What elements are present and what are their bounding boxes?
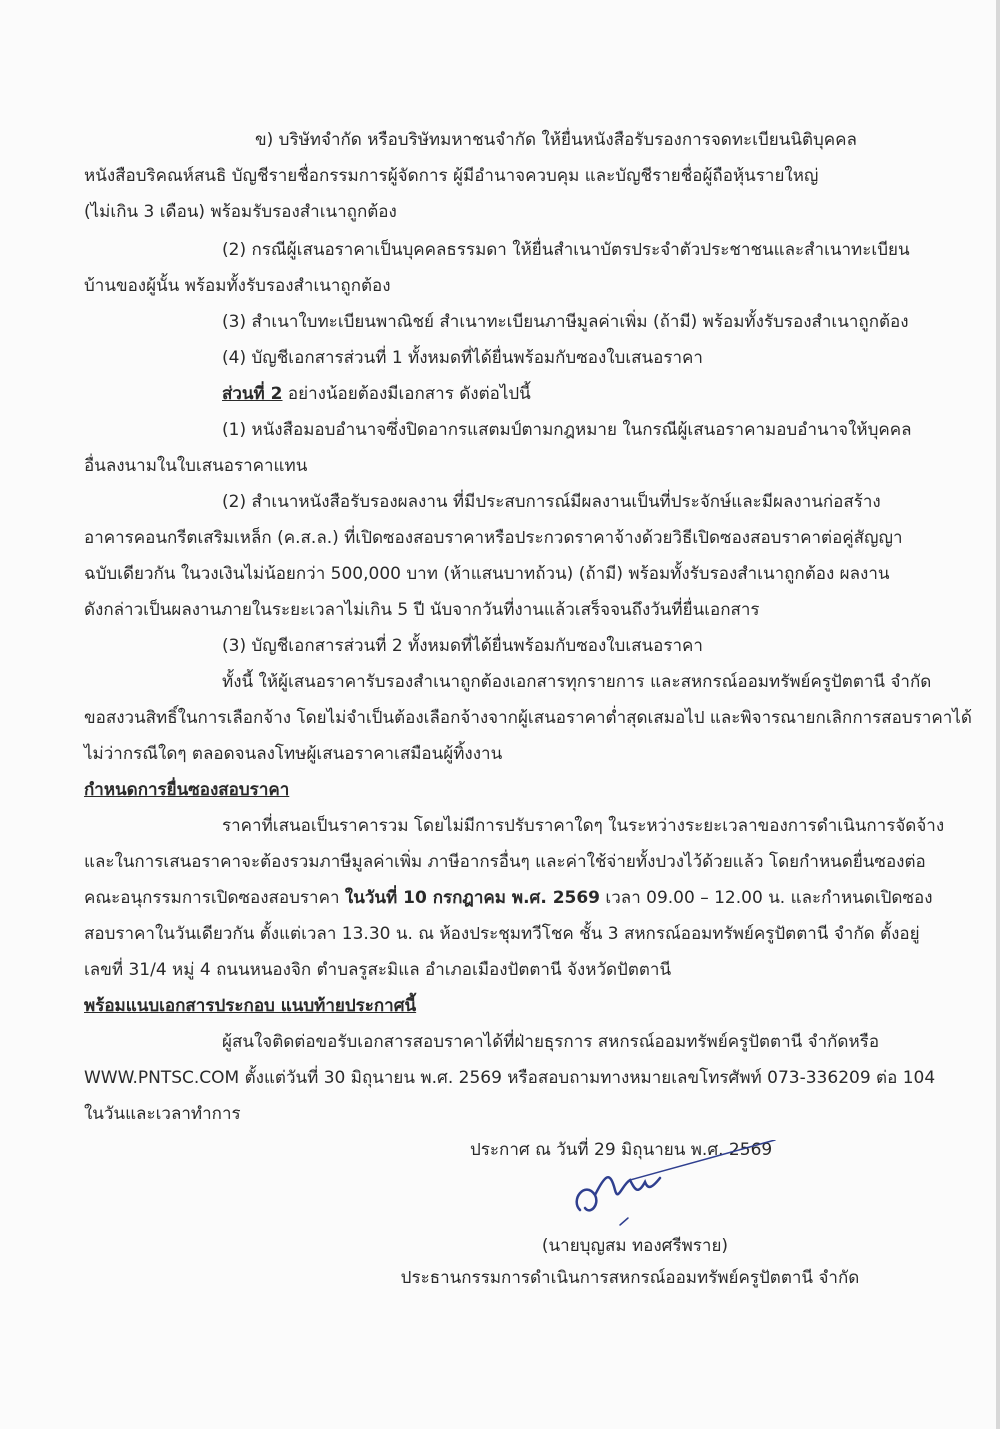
text-line-10: อื่นลงนามในใบเสนอราคาแทน xyxy=(84,456,308,476)
text-line-14: ดังกล่าวเป็นผลงานภายในระยะเวลาไม่เกิน 5 ปี นับจากวันที่งานแล้วเสร็จจนถึงวันที่ยื่นเอกสาร xyxy=(84,600,760,620)
text-line-3: (ไม่เกิน 3 เดือน) พร้อมรับรองสำเนาถูกต้อง xyxy=(84,202,397,222)
text-line-9: (1) หนังสือมอบอำนาจซึ่งปิดอากรแสตมป์ตามกฎหมาย ในกรณีผู้เสนอราคามอบอำนาจให้บุคคล xyxy=(222,420,912,440)
text-line-17: ขอสงวนสิทธิ์ในการเลือกจ้าง โดยไม่จำเป็นต้องเลือกจ้างจากผู้เสนอราคาต่ำสุดเสมอไป และพิจารณายกเลิกการสอบราคาได้ xyxy=(84,708,972,728)
text-line-26: ในวันและเวลาทำการ xyxy=(84,1104,241,1124)
section-2-text: อย่างน้อยต้องมีเอกสาร ดังต่อไปนี้ xyxy=(282,384,531,404)
text-line-4: (2) กรณีผู้เสนอราคาเป็นบุคคลธรรมดา ให้ยื่นสำเนาบัตรประจำตัวประชาชนและสำเนาทะเบียน xyxy=(222,240,910,260)
text-line-11: (2) สำเนาหนังสือรับรองผลงาน ที่มีประสบการณ์มีผลงานเป็นที่ประจักษ์และมีผลงานก่อสร้าง xyxy=(222,492,881,512)
text-line-20: และในการเสนอราคาจะต้องรวมภาษีมูลค่าเพิ่ม ภาษีอากรอื่นๆ และค่าใช้จ่ายทั้งปวงไว้ด้วยแล้ว โดยกำหนดยื่นซองต่อ xyxy=(84,852,926,872)
text-line-24: ผู้สนใจติดต่อขอรับเอกสารสอบราคาได้ที่ฝ่ายธุรการ สหกรณ์ออมทรัพย์ครูปัตตานี จำกัดหรือ xyxy=(222,1032,880,1052)
announcement-date: ประกาศ ณ วันที่ 29 มิถุนายน พ.ศ. 2569 xyxy=(470,1140,773,1160)
text-line-15: (3) บัญชีเอกสารส่วนที่ 2 ทั้งหมดที่ได้ยื่นพร้อมกับซองใบเสนอราคา xyxy=(222,636,703,656)
text-line-21 xyxy=(84,886,933,910)
heading-attachments: พร้อมแนบเอกสารประกอบ แนบท้ายประกาศนี้ xyxy=(84,996,417,1016)
scan-edge xyxy=(996,0,1000,1429)
text-line-21-c: เวลา 09.00 – 12.00 น. และกำหนดเปิดซอง xyxy=(600,888,933,908)
text-line-1: ข) บริษัทจำกัด หรือบริษัทมหาชนจำกัด ให้ยื่นหนังสือรับรองการจดทะเบียนนิติบุคคล xyxy=(255,130,857,150)
section-2-heading: ส่วนที่ 2 xyxy=(222,384,283,404)
text-line-21-a: คณะอนุกรรมการเปิดซองสอบราคา xyxy=(84,888,345,908)
text-line-23: เลขที่ 31/4 หมู่ 4 ถนนหนองจิก ตำบลรูสะมิแล อำเภอเมืองปัตตานี จังหวัดปัตตานี xyxy=(84,960,672,980)
heading-submission-schedule: กำหนดการยื่นซองสอบราคา xyxy=(84,780,290,800)
section-2-line xyxy=(222,382,531,406)
text-line-18: ไม่ว่ากรณีใดๆ ตลอดจนลงโทษผู้เสนอราคาเสมือนผู้ทิ้งงาน xyxy=(84,744,503,764)
signatory-position: ประธานกรรมการดำเนินการสหกรณ์ออมทรัพย์ครูปัตตานี จำกัด xyxy=(400,1268,860,1288)
text-line-12: อาคารคอนกรีตเสริมเหล็ก (ค.ส.ล.) ที่เปิดซองสอบราคาหรือประกวดราคาจ้างด้วยวิธีเปิดซองสอบราคาต่อคู่สัญญา xyxy=(84,528,903,548)
text-line-6: (3) สำเนาใบทะเบียนพาณิชย์ สำเนาทะเบียนภาษีมูลค่าเพิ่ม (ถ้ามี) พร้อมทั้งรับรองสำเนาถูกต้อง xyxy=(222,312,909,332)
text-line-19: ราคาที่เสนอเป็นราคารวม โดยไม่มีการปรับราคาใดๆ ในระหว่างระยะเวลาของการดำเนินการจัดจ้าง xyxy=(222,816,945,836)
signatory-name: (นายบุญสม ทองศรีพราย) xyxy=(541,1236,729,1256)
text-line-2: หนังสือบริคณห์สนธิ บัญชีรายชื่อกรรมการผู้จัดการ ผู้มีอำนาจควบคุม และบัญชีรายชื่อผู้ถือหุ้นรายใหญ่ xyxy=(84,166,819,186)
text-line-16: ทั้งนี้ ให้ผู้เสนอราคารับรองสำเนาถูกต้องเอกสารทุกรายการ และสหกรณ์ออมทรัพย์ครูปัตตานี จำกัด xyxy=(222,672,932,692)
signature-image xyxy=(560,1140,800,1230)
text-line-7: (4) บัญชีเอกสารส่วนที่ 1 ทั้งหมดที่ได้ยื่นพร้อมกับซองใบเสนอราคา xyxy=(222,348,703,368)
text-line-25: WWW.PNTSC.COM ตั้งแต่วันที่ 30 มิถุนายน พ.ศ. 2569 หรือสอบถามทางหมายเลขโทรศัพท์ 073-336209 ต่อ 104 xyxy=(84,1068,936,1088)
submission-date: ในวันที่ 10 กรกฎาคม พ.ศ. 2569 xyxy=(344,888,601,908)
text-line-5: บ้านของผู้นั้น พร้อมทั้งรับรองสำเนาถูกต้อง xyxy=(84,276,391,296)
text-line-22: สอบราคาในวันเดียวกัน ตั้งแต่เวลา 13.30 น. ณ ห้องประชุมทวีโชค ชั้น 3 สหกรณ์ออมทรัพย์ครูปัตตานี จำกัด ตั้งอยู่ xyxy=(84,924,920,944)
text-line-13: ฉบับเดียวกัน ในวงเงินไม่น้อยกว่า 500,000 บาท (ห้าแสนบาทถ้วน) (ถ้ามี) พร้อมทั้งรับรองสำเนาถูกต้อง ผลงาน xyxy=(84,564,890,584)
